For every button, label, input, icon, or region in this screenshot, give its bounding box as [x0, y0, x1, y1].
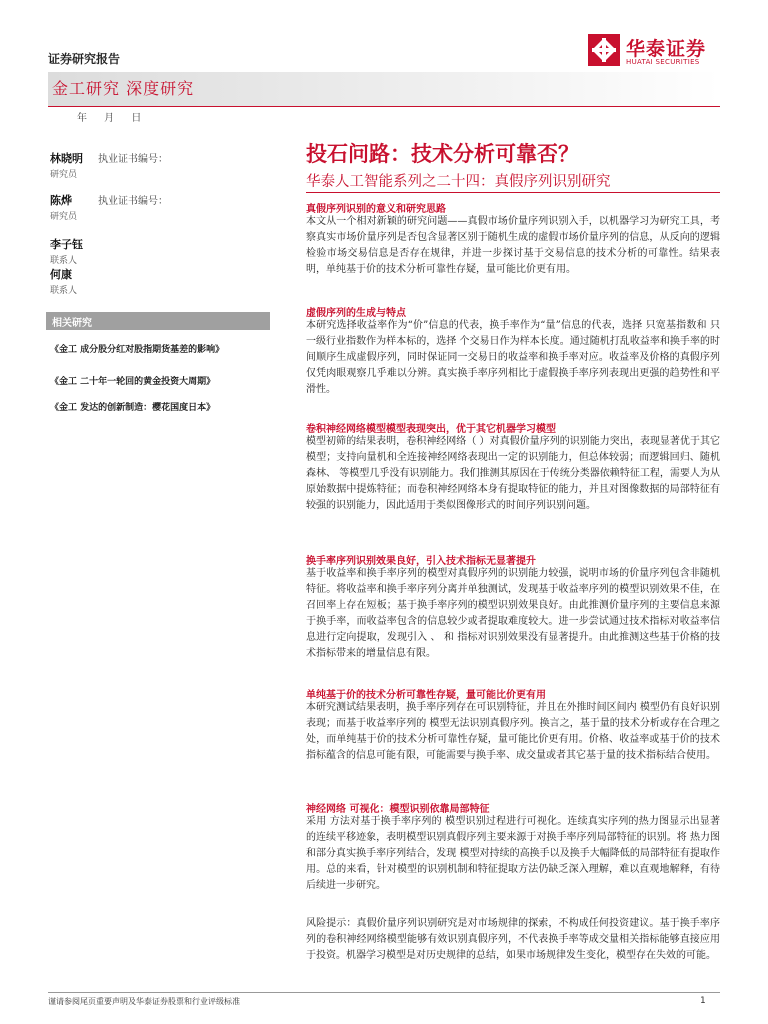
section-body: 本文从一个相对新颖的研究问题——真假市场价量序列识别入手，以机器学习为研究工具，考察真实市场价量序列是否包含显著区别于随机生成的虚假市场价量序列的信息，从反向的逻辑检验市场交易信息是否存在规律，并进一步探讨基于交易信息的技术分析的可靠性。结果表明，单纯基于价的技术分析可靠性存疑，量可能比价更有用。 — [306, 216, 720, 275]
analyst-1 — [50, 150, 270, 180]
section-heading: 虚假序列的生成与特点 — [306, 308, 406, 319]
related-item[interactable]: 《金工 发达的创新制造：樱花国度日本》 — [50, 403, 216, 413]
section-body: 本研究选择收益率作为“价”信息的代表，换手率作为“量”信息的代表，选择 只宽基指数和 只一级行业指数作为样本标的，选择 个交易日作为样本长度。通过随机打乱收益率和换手率的时间顺序生成虚假序列，同时保证同一交易日的收益率和换手率对应。收益率及价格的真假序列仅凭肉眼观察几乎难以分辨。真实换手率序列相比于虚假换手率序列表现出更强的趋势性和平滑性。 — [306, 320, 720, 395]
footer-disclaimer[interactable]: 谨请参阅尾页重要声明及华泰证券股票和行业评级标准 — [48, 997, 240, 1006]
page-number: 1 — [700, 996, 706, 1006]
section-heading: 单纯基于价的技术分析可靠性存疑，量可能比价更有用 — [306, 690, 546, 701]
section-heading: 卷积神经网络模型模型表现突出，优于其它机器学习模型 — [306, 424, 556, 435]
subtitle-divider — [306, 192, 720, 193]
analyst-role: 研究员 — [50, 170, 78, 180]
related-item[interactable]: 《金工 成分股分红对股指期货基差的影响》 — [50, 345, 225, 355]
company-logo — [588, 34, 722, 70]
section-body: 模型初筛的结果表明，卷积神经网络（ ）对真假价量序列的识别能力突出，表现显著优于其它模型；支持向量机和全连接神经网络表现出一定的识别能力，但总体较弱；而逻辑回归、随机森林、 等模型几乎没有识别能力。我们推测其原因在于传统分类器依赖特征工程，需要人为从原始数据中提炼特征；而卷积神经网络本身有提取特征的能力，并且对图像数据的局部特征有较强的识别能力，因此适用于类似图像形式的时间序列识别问题。 — [306, 436, 720, 511]
contact-1 — [50, 236, 270, 266]
footer-divider — [48, 992, 720, 993]
report-subtitle: 华泰人工智能系列之二十四：真假序列识别研究 — [306, 174, 611, 190]
contact-name: 何康 — [50, 268, 72, 281]
logo-name: 华泰证券 — [626, 38, 707, 60]
section-heading: 换手率序列识别效果良好，引入技术指标无显著提升 — [306, 556, 536, 567]
analyst-cert: 执业证书编号： — [98, 196, 168, 207]
analyst-cert: 执业证书编号： — [98, 154, 168, 165]
section-heading: 真假序列识别的意义和研究思路 — [306, 204, 446, 215]
section-body: 本研究测试结果表明，换手率序列存在可识别特征，并且在外推时间区间内 模型仍有良好识别表现；而基于收益率序列的 模型无法识别真假序列。换言之，基于量的技术分析或存在合理之处，而单纯基于价的技术分析可靠性存疑，量可能比价更有用。价格、收益率或基于价的技术指标蕴含的信息可能有限，可能需要与换手率、成交量或者其它基于量的技术指标结合使用。 — [306, 702, 720, 761]
contact-role: 联系人 — [50, 256, 78, 266]
risk-warning: 风险提示：真假价量序列识别研究是对市场规律的探索，不构成任何投资建议。基于换手率序列的卷积神经网络模型能够有效识别真假序列，不代表换手率等成交量相关指标能够直接应用于投资。机器学习模型是对历史规律的总结，如果市场规律发生变化，模型存在失效的可能。 — [306, 918, 720, 961]
report-type-label: 证券研究报告 — [48, 52, 121, 66]
report-date: 年 月 日 — [77, 113, 142, 124]
contact-2 — [50, 266, 270, 296]
contact-name: 李子钰 — [50, 238, 83, 251]
analyst-2 — [50, 192, 270, 222]
section-heading: 神经网络 可视化：模型识别依靠局部特征 — [306, 804, 490, 815]
section-body: 采用 方法对基于换手率序列的 模型识别过程进行可视化。连续真实序列的热力图显示出显著的连续平移迹象，表明模型识别真假序列主要来源于对换手率序列局部特征的识别。将 热力图和部分真实换手率序列结合，发现 模型对持续的高换手以及换手大幅降低的局部特征有提取作用。总的来看，针对模型的识别机制和特征提取方法仍缺乏深入理解，难以直观地解释，有待后续进一步研究。 — [306, 816, 720, 891]
huatai-logo-icon — [588, 34, 620, 66]
related-item[interactable]: 《金工 二十年一轮回的黄金投资大周期》 — [50, 377, 216, 387]
analyst-name: 陈烨 — [50, 194, 72, 207]
analyst-role: 研究员 — [50, 212, 78, 222]
analyst-name: 林晓明 — [50, 152, 83, 165]
report-category: 金工研究 深度研究 — [52, 79, 195, 98]
logo-subtitle: HUATAI SECURITIES — [626, 58, 700, 66]
related-research-title: 相关研究 — [52, 318, 92, 329]
header-divider — [48, 106, 720, 107]
contact-role: 联系人 — [50, 286, 78, 296]
section-body: 基于收益率和换手率序列的模型对真假序列的识别能力较强，说明市场的价量序列包含非随机特征。将收益率和换手率序列分离并单独测试，发现基于收益率序列的模型识别效果不佳，在召回率上存在短板；基于换手率序列的模型识别效果良好。由此推测价量序列的主要信息来源于换手率，而收益率包含的信息较少或者提取难度较大。进一步尝试通过技术指标对收益率信息进行定向提取，发现引入 、 和 指标对识别效果没有显著提升。由此推测这些基于价格的技术指标带来的增量信息有限。 — [306, 568, 720, 659]
report-title: 投石问路：技术分析可靠否？ — [306, 142, 579, 166]
